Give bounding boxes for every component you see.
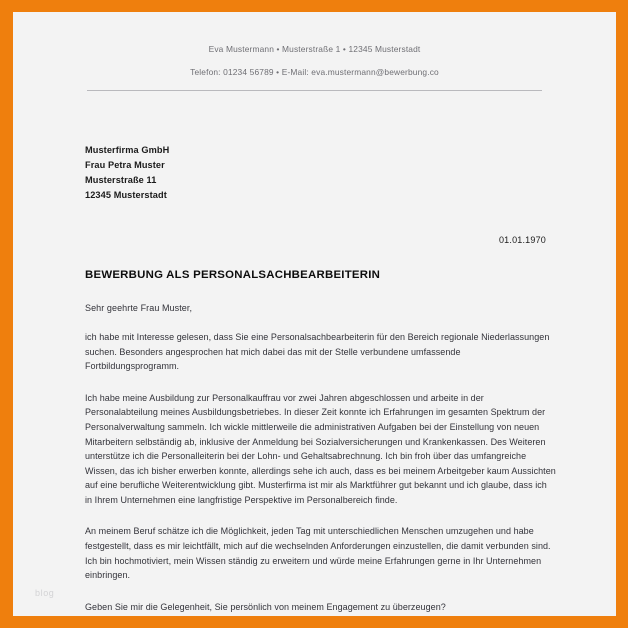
body-paragraph-1: ich habe mit Interesse gelesen, dass Sie eine Personalsachbearbeiterin für den Bereich regionale Niederlassungen suchen. Besonders angesprochen hat mich dabei das mit der Stelle verbundene umfassende Fortbildungsprogramm. xyxy=(85,332,550,372)
letterhead-contact-details: Telefon: 01234 56789 • E-Mail: eva.mustermann@bewerbung.co xyxy=(190,67,439,78)
letterhead xyxy=(13,12,616,77)
letter-date: 01.01.1970 xyxy=(498,235,546,246)
letter-salutation: Sehr geehrte Frau Muster, xyxy=(85,303,193,314)
letter-page xyxy=(13,12,616,616)
recipient-city: 12345 Musterstadt xyxy=(85,190,167,201)
recipient-company: Musterfirma GmbH xyxy=(85,145,170,156)
letter-subject-heading: BEWERBUNG ALS PERSONALSACHBEARBEITERIN xyxy=(85,269,381,282)
body-paragraph-4: Ich bin hochmotiviert, mein Wissen ständig zu erweitern und würde meine Erfahrungen gerne in Ihr Unternehmen einbringen. xyxy=(85,555,542,581)
body-paragraph-3: An meinem Beruf schätze ich die Möglichkeit, jeden Tag mit unterschiedlichen Menschen umzugehen und habe festgestellt, dass es mir leichtfällt, mich auf die wechselnden Anforderungen einzustellen, die damit verbunden sind. xyxy=(85,526,551,552)
recipient-address-block xyxy=(85,143,556,203)
recipient-person: Frau Petra Muster xyxy=(85,160,165,171)
recipient-street: Musterstraße 11 xyxy=(85,175,157,186)
letterhead-divider xyxy=(87,90,542,91)
body-paragraph-2: Ich habe meine Ausbildung zur Personalkauffrau vor zwei Jahren abgeschlossen und arbeite in der Personalabteilung meines Ausbildungsbetriebes. In dieser Zeit konnte ich Erfahrungen im gesamten Spektrum der Personalverwaltung sammeln. Ich wickle mittlerweile die administrativen Aufgaben bei der Einstellung von neuen Mitarbeitern selbständig ab, inklusive der Anmeldung bei Sozialversicherungen und Krankenkassen. Des Weiteren unterstütze ich die Personalleiterin bei der Lohn- und Gehaltsabrechnung. Ich bin froh über das umfangreiche Wissen, das ich bisher erwerben konnte, allerdings sehe ich auch, dass es bei meinem Arbeitgeber kaum Aussichten auf eine berufliche Weiterentwicklung gibt. Musterfirma ist mir als Marktführer gut bekannt und ich glaube, dass ich in Ihrem Unternehmen eine langfristige Perspektive im Personalbereich finde. xyxy=(85,392,556,505)
body-paragraph-5: Geben Sie mir die Gelegenheit, Sie persönlich von meinem Engagement zu überzeugen? xyxy=(85,601,446,612)
letter-content xyxy=(13,143,616,614)
letterhead-sender-address: Eva Mustermann • Musterstraße 1 • 12345 Musterstadt xyxy=(208,44,421,54)
blog-watermark: blog xyxy=(35,588,55,598)
